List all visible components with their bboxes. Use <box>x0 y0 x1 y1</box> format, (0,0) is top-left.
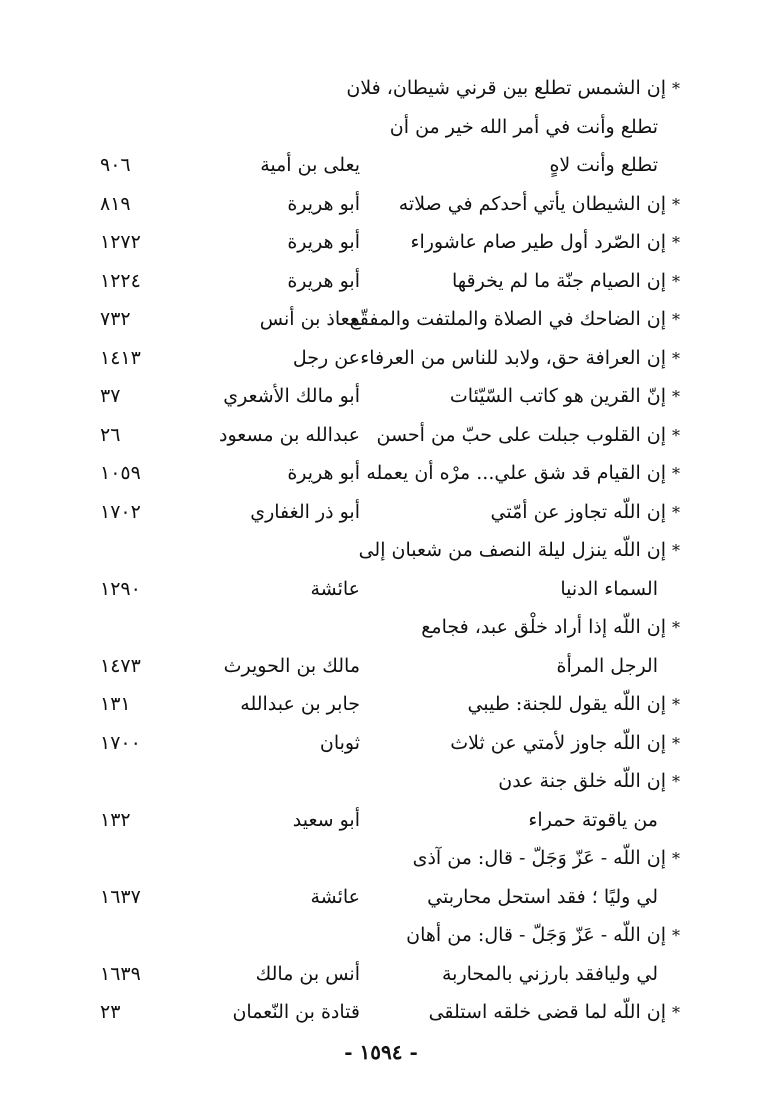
index-row <box>0 184 762 224</box>
narrator-name: عبدالله بن مسعود <box>219 423 360 446</box>
index-row <box>0 684 762 724</box>
hadith-text-label: إن الضاحك في الصلاة والملتفت والمفقّع <box>349 308 666 330</box>
entry-star-marker: * <box>672 310 680 329</box>
hadith-number: ١٢٩٠ <box>100 577 141 600</box>
entry-star-marker: * <box>672 464 680 483</box>
hadith-text <box>348 800 658 840</box>
narrator-name: قتادة بن النّعمان <box>232 1001 360 1023</box>
hadith-text <box>348 646 658 686</box>
narrator-name: أبو مالك الأشعري <box>223 385 360 407</box>
hadith-text <box>370 261 680 302</box>
hadith-text-label: إنّ القرين هو كاتب السّيّئات <box>449 385 666 407</box>
hadith-text <box>370 992 680 1033</box>
entry-star-marker: * <box>672 541 680 560</box>
index-row <box>0 838 762 878</box>
hadith-text-label: إن الصيام جنّة ما لم يخرقها <box>452 269 666 292</box>
index-row <box>0 992 762 1032</box>
entry-star-marker: * <box>672 849 680 868</box>
hadith-text-label: لي وليافقد بارزني بالمحاربة <box>441 962 658 985</box>
index-row <box>0 530 762 570</box>
hadith-text <box>260 68 680 109</box>
hadith-number: ٣٧ <box>100 385 121 407</box>
entry-star-marker: * <box>672 502 680 522</box>
hadith-text-label: إن العرافة حق، ولابد للناس من العرفاء <box>360 346 666 369</box>
hadith-text-label: السماء الدنيا <box>560 577 658 600</box>
narrator-name: عائشة <box>310 577 360 600</box>
narrator-name: أبو ذر الغفاري <box>250 500 360 523</box>
hadith-text-label: تطلع وأنت في أمر الله خير من أن <box>389 115 658 138</box>
hadith-number: ١٤٧٣ <box>100 654 141 677</box>
hadith-text <box>348 954 658 994</box>
hadith-number: ١٣٢ <box>100 808 131 831</box>
index-row <box>0 68 762 108</box>
entry-star-marker: * <box>672 733 680 753</box>
narrator-name: ثوبان <box>319 731 360 754</box>
narrator-name: جابر بن عبدالله <box>240 693 360 715</box>
hadith-text <box>370 684 680 725</box>
index-row <box>0 646 762 686</box>
hadith-text-label: لي وليًا ؛ فقد استحل محاربتي <box>427 885 658 908</box>
hadith-text-label: إن اللّه ينزل ليلة النصف من شعبان إلى <box>358 539 666 561</box>
hadith-text <box>260 838 680 879</box>
index-row <box>0 453 762 493</box>
entry-star-marker: * <box>672 387 680 406</box>
index-row <box>0 877 762 917</box>
hadith-number: ٢٦ <box>100 423 121 446</box>
hadith-text <box>260 761 680 802</box>
narrator-name: أبو سعيد <box>292 808 360 831</box>
entry-star-marker: * <box>672 79 680 98</box>
hadith-text <box>370 222 680 263</box>
entry-star-marker: * <box>672 194 680 214</box>
narrator-name: معاذ بن أنس <box>259 308 360 330</box>
entry-star-marker: * <box>672 1003 680 1022</box>
hadith-number: ٧٣٢ <box>100 308 131 330</box>
hadith-text-label: إن اللّه يقول للجنة: طيبي <box>467 693 666 715</box>
narrator-name: أبو هريرة <box>287 231 360 253</box>
narrator-name: عن رجل <box>292 346 360 369</box>
hadith-text <box>370 723 680 764</box>
hadith-number: ٢٣ <box>100 1001 121 1023</box>
entry-star-marker: * <box>672 271 680 291</box>
index-row <box>0 723 762 763</box>
hadith-text-label: إن اللّه جاوز لأمتي عن ثلاث <box>450 731 666 754</box>
hadith-text <box>349 299 680 340</box>
hadith-text <box>260 530 680 571</box>
narrator-name: يعلى بن أمية <box>260 154 360 176</box>
hadith-number: ١٢٧٢ <box>100 231 141 253</box>
hadith-number: ١٣١ <box>100 693 131 715</box>
hadith-number: ٩٠٦ <box>100 154 131 176</box>
index-row <box>0 415 762 455</box>
hadith-text <box>260 607 680 648</box>
hadith-text <box>370 492 680 533</box>
hadith-text-label: من ياقوتة حمراء <box>528 808 658 831</box>
index-row <box>0 299 762 339</box>
narrator-name: أنس بن مالك <box>255 962 360 985</box>
index-row <box>0 376 762 416</box>
narrator-name: عائشة <box>310 885 360 908</box>
index-row <box>0 569 762 609</box>
index-row <box>0 915 762 955</box>
hadith-text <box>238 107 658 147</box>
hadith-text <box>366 453 680 494</box>
hadith-text <box>348 569 658 609</box>
hadith-number: ١٧٠٠ <box>100 731 141 754</box>
entry-star-marker: * <box>672 348 680 368</box>
hadith-text <box>360 338 680 379</box>
index-row <box>0 761 762 801</box>
hadith-number: ١٧٠٢ <box>100 500 141 523</box>
entry-star-marker: * <box>672 926 680 945</box>
hadith-text-label: إن اللّه إذا أراد خلْق عبد، فجامع <box>421 616 666 638</box>
hadith-number: ١٤١٣ <box>100 346 141 369</box>
index-row <box>0 222 762 262</box>
hadith-text-label: الرجل المرأة <box>556 654 658 677</box>
hadith-text-label: إن الصّرد أول طير صام عاشوراء <box>410 231 666 253</box>
hadith-number: ٨١٩ <box>100 192 131 215</box>
hadith-text <box>348 145 658 185</box>
hadith-text <box>370 184 680 225</box>
hadith-number: ١٦٣٧ <box>100 885 141 908</box>
entry-star-marker: * <box>672 425 680 445</box>
entry-star-marker: * <box>672 772 680 791</box>
index-row <box>0 107 762 147</box>
hadith-text-label: إن اللّه خلق جنة عدن <box>498 770 666 792</box>
hadith-text-label: تطلع وأنت لاهٍ <box>549 154 658 176</box>
hadith-text-label: إن القيام قد شق علي... مرْه أن يعمله <box>366 462 666 484</box>
narrator-name: أبو هريرة <box>287 462 360 484</box>
index-row <box>0 954 762 994</box>
index-row <box>0 338 762 378</box>
index-row <box>0 607 762 647</box>
index-row <box>0 800 762 840</box>
hadith-text-label: إن الشمس تطلع بين قرني شيطان، فلان <box>346 77 666 99</box>
hadith-text-label: إن اللّه لما قضى خلقه استلقى <box>428 1001 666 1023</box>
narrator-name: مالك بن الحويرث <box>223 654 360 677</box>
hadith-text <box>348 877 658 917</box>
narrator-name: أبو هريرة <box>287 269 360 292</box>
hadith-number: ١٢٢٤ <box>100 269 141 292</box>
index-row <box>0 492 762 532</box>
index-row <box>0 261 762 301</box>
hadith-number: ١٦٣٩ <box>100 962 141 985</box>
hadith-text-label: إن اللّه - عَزّ وَجَلّ - قال: من آذى <box>412 847 666 869</box>
hadith-text-label: إن القلوب جبلت على حبّ من أحسن <box>376 423 666 446</box>
narrator-name: أبو هريرة <box>287 192 360 215</box>
hadith-text <box>370 376 680 417</box>
index-row <box>0 145 762 185</box>
entry-star-marker: * <box>672 618 680 637</box>
entry-star-marker: * <box>672 695 680 714</box>
page-number: - ١٥٩٤ - <box>344 1040 418 1064</box>
hadith-text-label: إن اللّه تجاوز عن أمّتي <box>490 500 666 523</box>
hadith-text <box>370 415 680 456</box>
hadith-text-label: إن الشيطان يأتي أحدكم في صلاته <box>398 192 666 215</box>
hadith-number: ١٠٥٩ <box>100 462 141 484</box>
hadith-text-label: إن اللّه - عَزّ وَجَلّ - قال: من أهان <box>406 924 666 946</box>
entry-star-marker: * <box>672 233 680 252</box>
hadith-text <box>260 915 680 956</box>
